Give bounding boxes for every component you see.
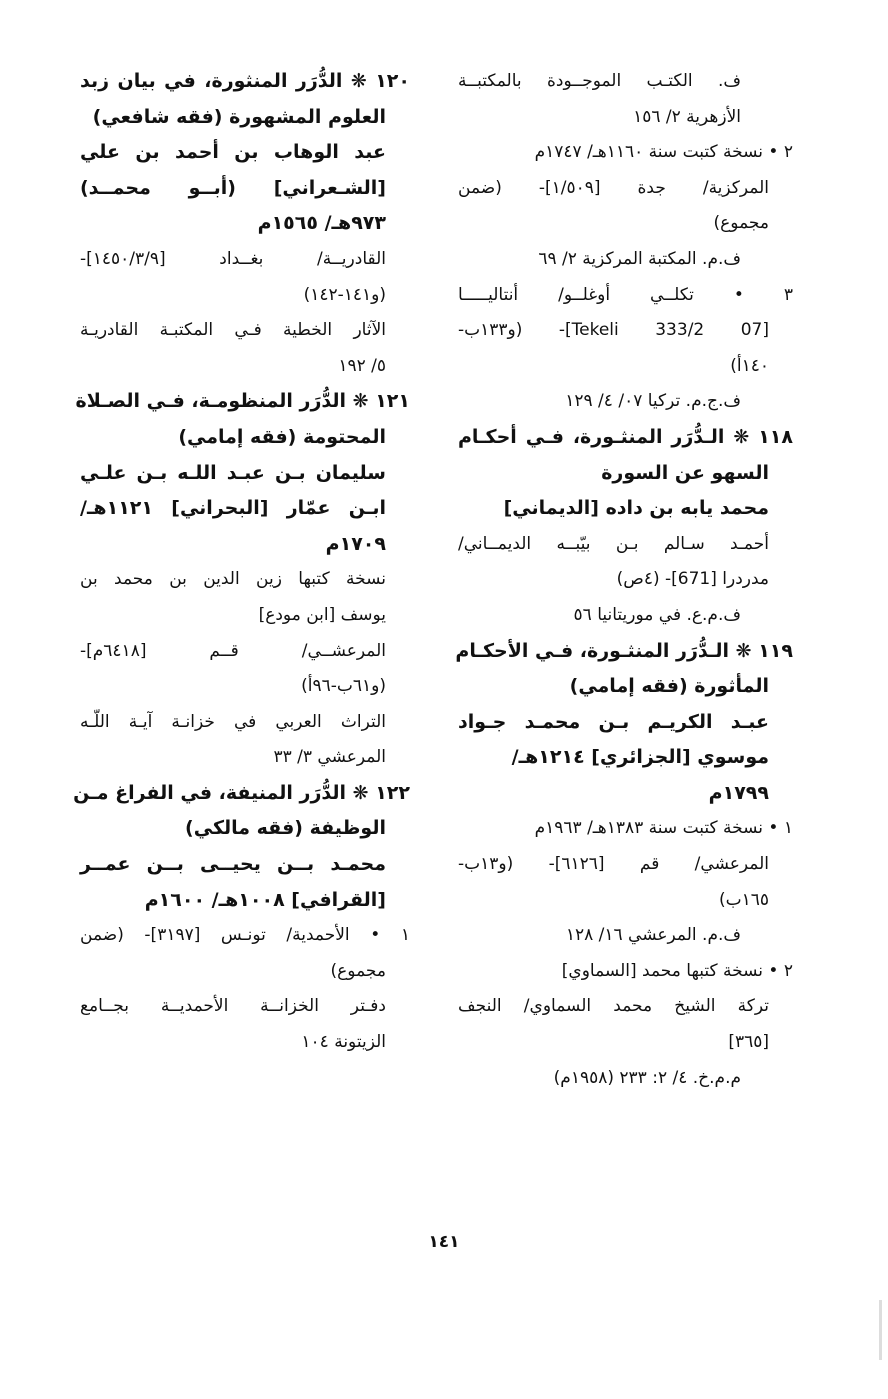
text-line: ف.ج.م. تركيا ٠٧/ ٤/ ١٢٩	[565, 391, 741, 412]
text-line: ٣ • تكلــي أوغلــو/ أنتاليـــــا	[458, 284, 793, 305]
text-line: ١٧٩٩م	[708, 781, 769, 804]
text-line: العلوم المشهورة (فقه شافعي)	[92, 105, 386, 128]
text-line: ١٢١ ❋ الدُّرَر المنظومـة، فـي الصـلاة	[75, 390, 410, 413]
text-line: ١١٩ ❋ الـدُّرَر المنثـورة، فـي الأحكـام	[455, 639, 793, 662]
text-line: ١٢٠ ❋ الدُّرَر المنثورة، في بيان زبد	[80, 70, 410, 92]
text-line: دفـتر الخزانــة الأحمديــة بجــامع	[80, 996, 386, 1017]
text-line: مدردرا [671]- (٤ص)	[616, 569, 769, 590]
text-line: ١٧٠٩م	[325, 532, 386, 555]
text-line: ف. الكتـب الموجــودة بالمكتبــة	[458, 71, 741, 91]
text-line: ابـن عمّار [البحراني] ١١٢١هـ/	[80, 497, 386, 520]
text-line: محمـد بــن يحيــى بــن عمــر	[80, 853, 386, 876]
text-line: ٢ • نسخة كتبها محمد [السماوي]	[561, 960, 793, 981]
text-line: ١ • نسخة كتبت سنة ١٣٨٣هـ/ ١٩٦٣م	[534, 818, 793, 839]
text-line: ١١٨ ❋ الـدُّرَر المنثـورة، فـي أحكـام	[458, 425, 793, 448]
text-line: السهو عن السورة	[601, 461, 769, 484]
text-line: ١٢٢ ❋ الدُّرَر المنيفة، في الفراغ مـن	[73, 781, 410, 804]
text-line: مجموع)	[713, 213, 769, 234]
text-line: م.م.خ. ٤/ ٢: ٢٣٣ (١٩٥٨م)	[553, 1067, 741, 1088]
text-line: الأزهرية ٢/ ١٥٦	[633, 106, 741, 127]
text-line: موسوي [الجزائري] ١٢١٤هـ/	[511, 746, 769, 769]
text-line: ف.م.ع. في موريتانيا ٥٦	[573, 604, 741, 625]
text-line: يوسف [ابن مودع]	[258, 604, 386, 625]
text-line: ٢ • نسخة كتبت سنة ١١٦٠هـ/ ١٧٤٧م	[534, 142, 793, 163]
text-line: ١٦٥ب)	[718, 889, 769, 910]
text-line: ف.م. المكتبة المركزية ٢/ ٦٩	[538, 248, 741, 269]
text-line: عبد الوهاب بن أحمد بن علي	[80, 141, 386, 164]
text-line: الزيتونة ١٠٤	[301, 1032, 386, 1053]
text-line: سليمان بـن عبـد اللـه بـن علـي	[80, 461, 386, 484]
text-line: المرعشــي/ قــم [٦٤١٨م]-	[80, 640, 386, 661]
text-line: القادريــة/ بغــداد [١٤٥٠/٣/٩]-	[80, 248, 386, 269]
text-line: ٥/ ١٩٢	[338, 355, 386, 376]
text-line: الآثار الخطية فـي المكتبـة القادريـة	[80, 320, 386, 341]
text-line: [07 Tekeli 333/2]- (و١٣٣ب-	[458, 320, 770, 341]
text-line: المرعشي ٣/ ٣٣	[273, 747, 386, 768]
text-line: التراث العربي في خزانـة آيـة اللّـه	[80, 711, 386, 732]
text-line: عبـد الكريـم بـن محمـد جـواد	[458, 710, 769, 733]
text-line: مجموع)	[330, 960, 386, 981]
text-line: (و١٤١-١٤٢)	[303, 284, 386, 305]
text-line: الوظيفة (فقه مالكي)	[185, 817, 386, 840]
text-line: [القرافي] ١٠٠٨هـ/ ١٦٠٠م	[144, 888, 386, 911]
text-line: ١٤٠أ)	[730, 355, 769, 376]
page-number: ١٤١	[428, 1232, 460, 1252]
text-line: المركزية/ جدة [١/٥٠٩]- (ضمن	[458, 177, 769, 198]
text-line: أحمـد سـالم بـن بيّبــه الديمــاني/	[458, 533, 769, 554]
right-column	[455, 70, 793, 1102]
text-line: [الشـعراني] (أبــو محمــد)	[80, 176, 386, 199]
text-line: المحتومة (فقه إمامي)	[178, 425, 386, 448]
text-line: تركة الشيخ محمد السماوي/ النجف	[458, 996, 769, 1017]
text-line: ١ • الأحمدية/ تونـس [٣١٩٧]- (ضمن	[80, 925, 410, 946]
text-line: نسخة كتبها زين الدين بن محمد بن	[80, 569, 386, 590]
page-edge-shadow	[879, 1300, 882, 1360]
text-line: ٩٧٣هـ/ ١٥٦٥م	[257, 212, 386, 235]
text-line: ف.م. المرعشي ١٦/ ١٢٨	[565, 925, 741, 946]
text-line: المرعشي/ قم [٦١٢٦]- (و١٣ب-	[458, 854, 769, 875]
text-line: [٣٦٥]	[728, 1032, 769, 1053]
text-line: محمد يابه بن داده [الديماني]	[503, 497, 769, 520]
left-column	[73, 70, 410, 1067]
text-line: (و٦١ب-٩٦أ)	[301, 676, 386, 697]
text-line: المأثورة (فقه إمامي)	[569, 675, 769, 698]
